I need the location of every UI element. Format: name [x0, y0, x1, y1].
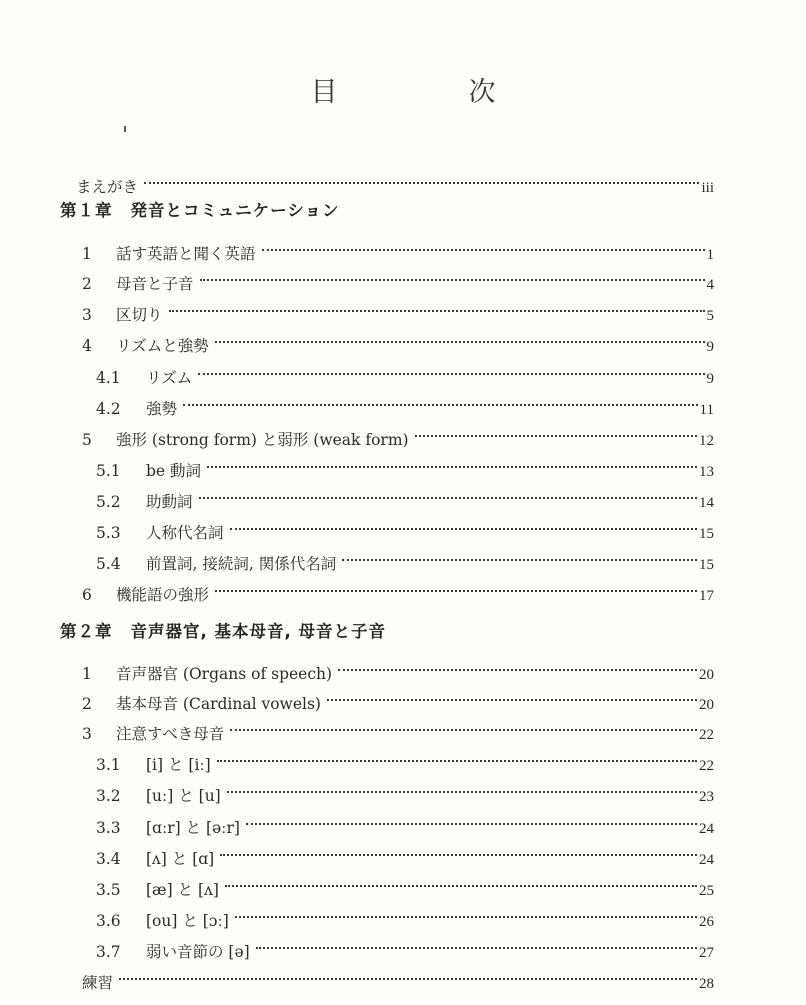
chapter-heading: [60, 197, 340, 221]
dot-leader: [203, 450, 697, 476]
entry-title: [ʌ] と [ɑ]: [146, 850, 215, 868]
dot-leader: [213, 744, 697, 770]
toc-entry: [96, 775, 714, 805]
page-number: 26: [699, 914, 714, 930]
toc-entry: [82, 294, 714, 324]
entry-number: 2: [82, 695, 92, 713]
page-number: 20: [699, 697, 714, 713]
entry-title: 練習: [82, 974, 114, 992]
entry-number: 3.5: [96, 881, 121, 899]
entry-title: 母音と子音: [116, 275, 194, 293]
entry-title: [uː] と [u]: [146, 787, 221, 805]
dot-leader: [115, 962, 697, 988]
entry-number: 5.2: [96, 493, 121, 511]
chapter-title: 発音とコミュニケーション: [130, 201, 340, 220]
entry-number: 4: [82, 337, 92, 355]
entry-number: 3.7: [96, 943, 121, 961]
page-number: 24: [699, 821, 714, 837]
entry-title: 話す英語と聞く英語: [116, 245, 256, 263]
toc-entry: [96, 838, 714, 868]
page-number: 11: [699, 402, 714, 418]
page-title: 目 次: [310, 77, 548, 108]
dot-leader: [211, 325, 705, 351]
entry-number: 3.4: [96, 850, 121, 868]
entry-label-group: [82, 333, 209, 359]
toc-entry: [82, 713, 714, 743]
entry-title: be 動詞: [146, 462, 202, 480]
entry-title: 音声器官 (Organs of speech): [116, 665, 333, 683]
print-speck: [124, 126, 126, 132]
chapter-number: 第２章: [60, 622, 113, 641]
page-number: 15: [699, 557, 714, 573]
entry-title: 機能語の強形: [116, 586, 210, 604]
entry-title: 強形 (strong form) と弱形 (weak form): [116, 431, 409, 449]
chapter-number: 第１章: [60, 201, 113, 220]
page-number: 22: [699, 758, 714, 774]
page-number: 14: [699, 495, 714, 511]
dot-leader: [226, 713, 697, 739]
page-number: 20: [699, 667, 714, 683]
page-number: 27: [699, 945, 714, 961]
toc-entry: [96, 543, 714, 573]
entry-number: 2: [82, 275, 92, 293]
entry-title: [i] と [iː]: [146, 756, 211, 774]
entry-number: 5.1: [96, 462, 121, 480]
entry-number: 3: [82, 725, 92, 743]
entry-number: 3.2: [96, 787, 121, 805]
entry-label-group: [96, 783, 221, 809]
entry-title: リズムと強勢: [116, 337, 209, 355]
dot-leader: [216, 838, 697, 864]
entry-number: 3.6: [96, 912, 121, 930]
page-number: 9: [706, 371, 714, 387]
dot-leader: [258, 233, 705, 259]
entry-title: 助動詞: [146, 493, 193, 511]
page-number: 28: [699, 976, 714, 992]
toc-entry: [96, 388, 714, 418]
entry-title: [ou] と [ɔː]: [146, 912, 229, 930]
dot-leader: [252, 931, 697, 957]
page-number: 25: [699, 883, 714, 899]
page-number: 13: [699, 464, 714, 480]
dot-leader: [411, 419, 697, 445]
dot-leader: [221, 869, 697, 895]
toc-entry: [96, 450, 714, 480]
toc-entry: [96, 869, 714, 899]
toc-entry: [96, 931, 714, 961]
entry-number: 4.1: [96, 369, 121, 387]
entry-title: [æ] と [ʌ]: [146, 881, 219, 899]
entry-number: 3.1: [96, 756, 121, 774]
toc-entry: [76, 166, 714, 196]
dot-leader: [194, 357, 704, 383]
toc-entry: [96, 807, 714, 837]
toc-entry: [96, 744, 714, 774]
toc-entry: [96, 357, 714, 387]
entry-number: 5.3: [96, 524, 121, 542]
toc-entry: [82, 962, 714, 992]
dot-leader: [165, 294, 705, 320]
page-number: 12: [699, 433, 714, 449]
dot-leader: [334, 653, 697, 679]
entry-number: 1: [82, 245, 92, 263]
page-number: 1: [706, 247, 714, 263]
entry-title: 区切り: [116, 306, 163, 324]
entry-title: 注意すべき母音: [116, 725, 225, 743]
toc-entry: [82, 419, 714, 449]
page-number: 15: [699, 526, 714, 542]
dot-leader: [338, 543, 697, 569]
entry-number: 4.2: [96, 400, 121, 418]
toc-entry: [82, 325, 714, 355]
entry-number: 3.3: [96, 819, 121, 837]
page-number: 5: [706, 308, 714, 324]
page-number: iii: [701, 180, 714, 196]
chapter-heading: [60, 618, 386, 642]
page-number: 24: [699, 852, 714, 868]
entry-label-group: [82, 582, 209, 608]
toc-entry: [82, 683, 714, 713]
dot-leader: [179, 388, 698, 414]
entry-number: 5: [82, 431, 92, 449]
toc-entry: [96, 512, 714, 542]
dot-leader: [196, 263, 705, 289]
dot-leader: [231, 900, 697, 926]
toc-entry: [82, 263, 714, 293]
toc-entry: [82, 653, 714, 683]
entry-title: 前置詞, 接続詞, 関係代名詞: [146, 555, 337, 573]
entry-number: 3: [82, 306, 92, 324]
dot-leader: [195, 481, 697, 507]
dot-leader: [242, 807, 697, 833]
toc-entry: [96, 481, 714, 511]
dot-leader: [226, 512, 697, 538]
entry-title: 人称代名詞: [146, 524, 224, 542]
entry-number: 5.4: [96, 555, 121, 573]
toc-entry: [82, 574, 714, 604]
entry-number: 1: [82, 665, 92, 683]
page-number: 4: [706, 277, 714, 293]
dot-leader: [323, 683, 697, 709]
entry-title: リズム: [146, 369, 193, 387]
toc-entry: [82, 233, 714, 263]
dot-leader: [223, 775, 697, 801]
entry-title: まえがき: [76, 178, 139, 196]
page-number: 22: [699, 727, 714, 743]
entry-label-group: [82, 970, 113, 996]
dot-leader: [211, 574, 697, 600]
page-number: 23: [699, 789, 714, 805]
dot-leader: [140, 166, 699, 192]
entry-title: 弱い音節の [ə]: [146, 943, 250, 961]
entry-title: [ɑːr] と [əːr]: [146, 819, 240, 837]
entry-number: 6: [82, 586, 92, 604]
entry-title: 基本母音 (Cardinal vowels): [116, 695, 321, 713]
page-number: 17: [699, 588, 714, 604]
page-number: 9: [706, 339, 714, 355]
entry-title: 強勢: [146, 400, 178, 418]
toc-entry: [96, 900, 714, 930]
chapter-title: 音声器官, 基本母音, 母音と子音: [130, 622, 387, 641]
